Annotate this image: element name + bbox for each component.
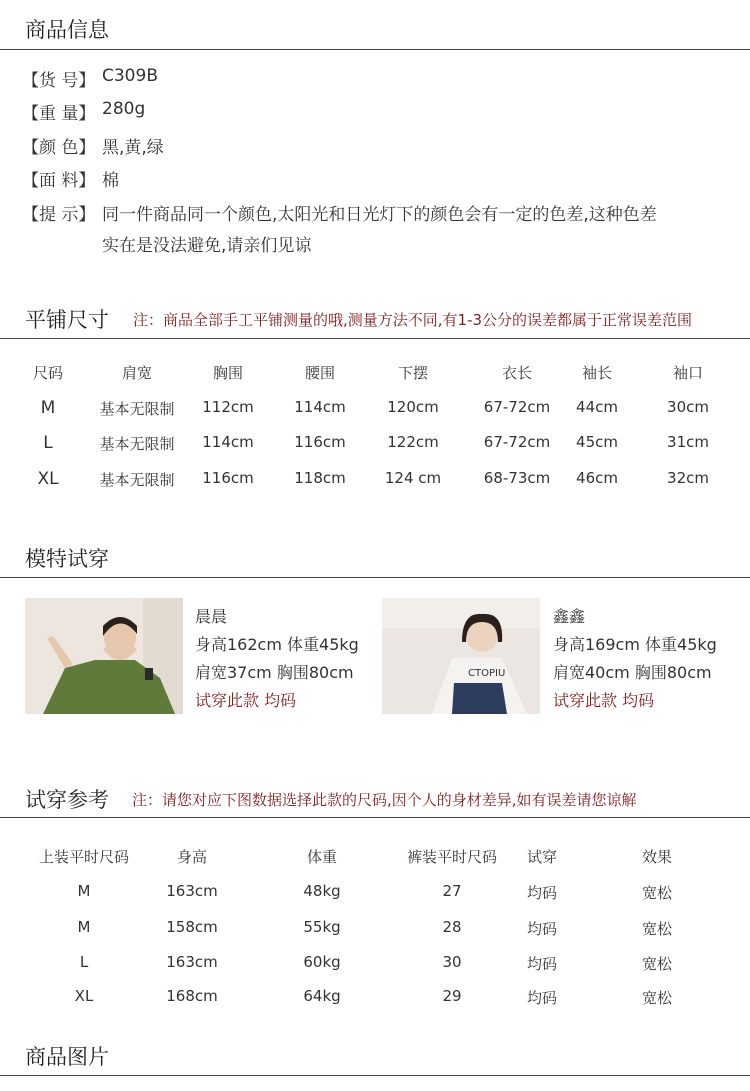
table-cell: L [43,433,53,453]
table-cell: 32cm [667,469,709,487]
table-cell: M [77,918,91,936]
table-cell: 宽松 [641,920,673,938]
table-cell: 46cm [576,469,618,487]
model-photo-1 [25,598,183,714]
info-label: 【颜 色】 [22,138,96,158]
info-row-sku [22,66,158,91]
divider [0,338,750,339]
table-cell: 118cm [294,469,346,487]
table-cell: 宽松 [641,884,673,902]
table-cell: 44cm [576,398,618,416]
size-note: 注：商品全部手工平铺测量的哦,测量方法不同,有1-3公分的误差都属于正常误差范围 [133,311,693,329]
section-title-info: 商品信息 [25,18,109,42]
table-header-cell: 袖长 [581,364,613,382]
table-header-cell: 衣长 [501,364,533,382]
model-2-measure-2: 肩宽40cm 胸围80cm [553,663,712,682]
table-cell: 均码 [526,955,558,973]
model-photo-1-art [25,598,183,714]
table-header-cell: 胸围 [212,364,244,382]
table-cell: 均码 [526,989,558,1007]
model-2-name: 鑫鑫 [553,607,586,626]
table-cell: 116cm [202,469,254,487]
info-row-color [22,133,164,158]
table-cell: 112cm [202,398,254,416]
section-title-size: 平铺尺寸 [25,308,109,332]
table-cell: M [40,398,56,418]
table-cell: 基本无限制 [99,471,175,489]
info-value: 棉 [102,171,119,191]
table-cell: 124 cm [384,469,442,487]
table-cell: 114cm [202,433,254,451]
info-row-weight [22,99,146,124]
info-row-fabric [22,166,119,191]
section-title-model: 模特试穿 [25,547,109,571]
table-header-cell: 试穿 [526,848,558,866]
table-header-cell: 袖口 [672,364,704,382]
table-cell: 122cm [387,433,439,451]
info-label: 【货 号】 [22,71,96,91]
info-label: 【面 料】 [22,171,96,191]
info-value: 黑,黄,绿 [102,138,164,158]
model-1-measure: 身高162cm 体重45kg [195,635,359,654]
table-header-cell: 身高 [176,848,208,866]
table-cell: 168cm [166,987,218,1005]
table-cell: 29 [442,987,462,1005]
section-title-photos: 商品图片 [25,1045,109,1069]
table-cell: 均码 [526,920,558,938]
table-cell: 均码 [526,884,558,902]
table-cell: 158cm [166,918,218,936]
table-cell: 27 [442,882,462,900]
table-cell: 30cm [667,398,709,416]
info-row-tip [22,200,657,225]
table-cell: 55kg [303,918,341,936]
model-photo-2-art [382,598,540,714]
divider [0,577,750,578]
info-label: 【重 量】 [22,104,96,124]
table-cell: L [79,953,89,971]
fit-note: 注：请您对应下图数据选择此款的尺码,因个人的身材差异,如有误差请您谅解 [132,791,637,809]
table-header-cell: 尺码 [32,364,64,382]
table-cell: 宽松 [641,989,673,1007]
svg-text:CTOPIU: CTOPIU [468,668,506,679]
table-cell: 30 [442,953,462,971]
model-2-measure: 身高169cm 体重45kg [553,635,717,654]
table-cell: 68-73cm [483,469,551,487]
table-header-cell: 上装平时尺码 [38,848,130,866]
model-1-size: 试穿此款 均码 [195,691,297,710]
model-photo-2 [382,598,540,714]
divider [0,817,750,818]
table-cell: 28 [442,918,462,936]
model-2-size: 试穿此款 均码 [553,691,655,710]
table-cell: 宽松 [641,955,673,973]
table-cell: XL [74,987,94,1005]
table-cell: M [77,882,91,900]
table-cell: 67-72cm [483,398,551,416]
table-cell: 基本无限制 [99,435,175,453]
table-cell: 60kg [303,953,341,971]
table-header-cell: 裤装平时尺码 [406,848,498,866]
divider [0,1075,750,1076]
model-1-name: 晨晨 [195,607,228,626]
divider [0,49,750,50]
table-cell: 64kg [303,987,341,1005]
info-value: 同一件商品同一个颜色,太阳光和日光灯下的颜色会有一定的色差,这种色差 [102,205,657,225]
table-header-cell: 下摆 [397,364,429,382]
info-label: 【提 示】 [22,205,96,225]
table-cell: 116cm [294,433,346,451]
table-cell: 48kg [303,882,341,900]
info-value: C309B [102,66,158,86]
table-header-cell: 肩宽 [121,364,153,382]
table-header-cell: 腰围 [304,364,336,382]
table-header-cell: 体重 [306,848,338,866]
section-title-fit: 试穿参考 [25,788,109,812]
table-cell: 31cm [667,433,709,451]
table-cell: 114cm [294,398,346,416]
table-cell: 45cm [576,433,618,451]
table-cell: 120cm [387,398,439,416]
info-value: 280g [102,99,146,119]
model-1-measure-2: 肩宽37cm 胸围80cm [195,663,354,682]
table-cell: XL [37,469,59,489]
info-tip-continuation: 实在是没法避免,请亲们见谅 [102,236,312,256]
table-cell: 163cm [166,953,218,971]
table-cell: 基本无限制 [99,400,175,418]
table-cell: 163cm [166,882,218,900]
table-header-cell: 效果 [641,848,673,866]
table-cell: 67-72cm [483,433,551,451]
